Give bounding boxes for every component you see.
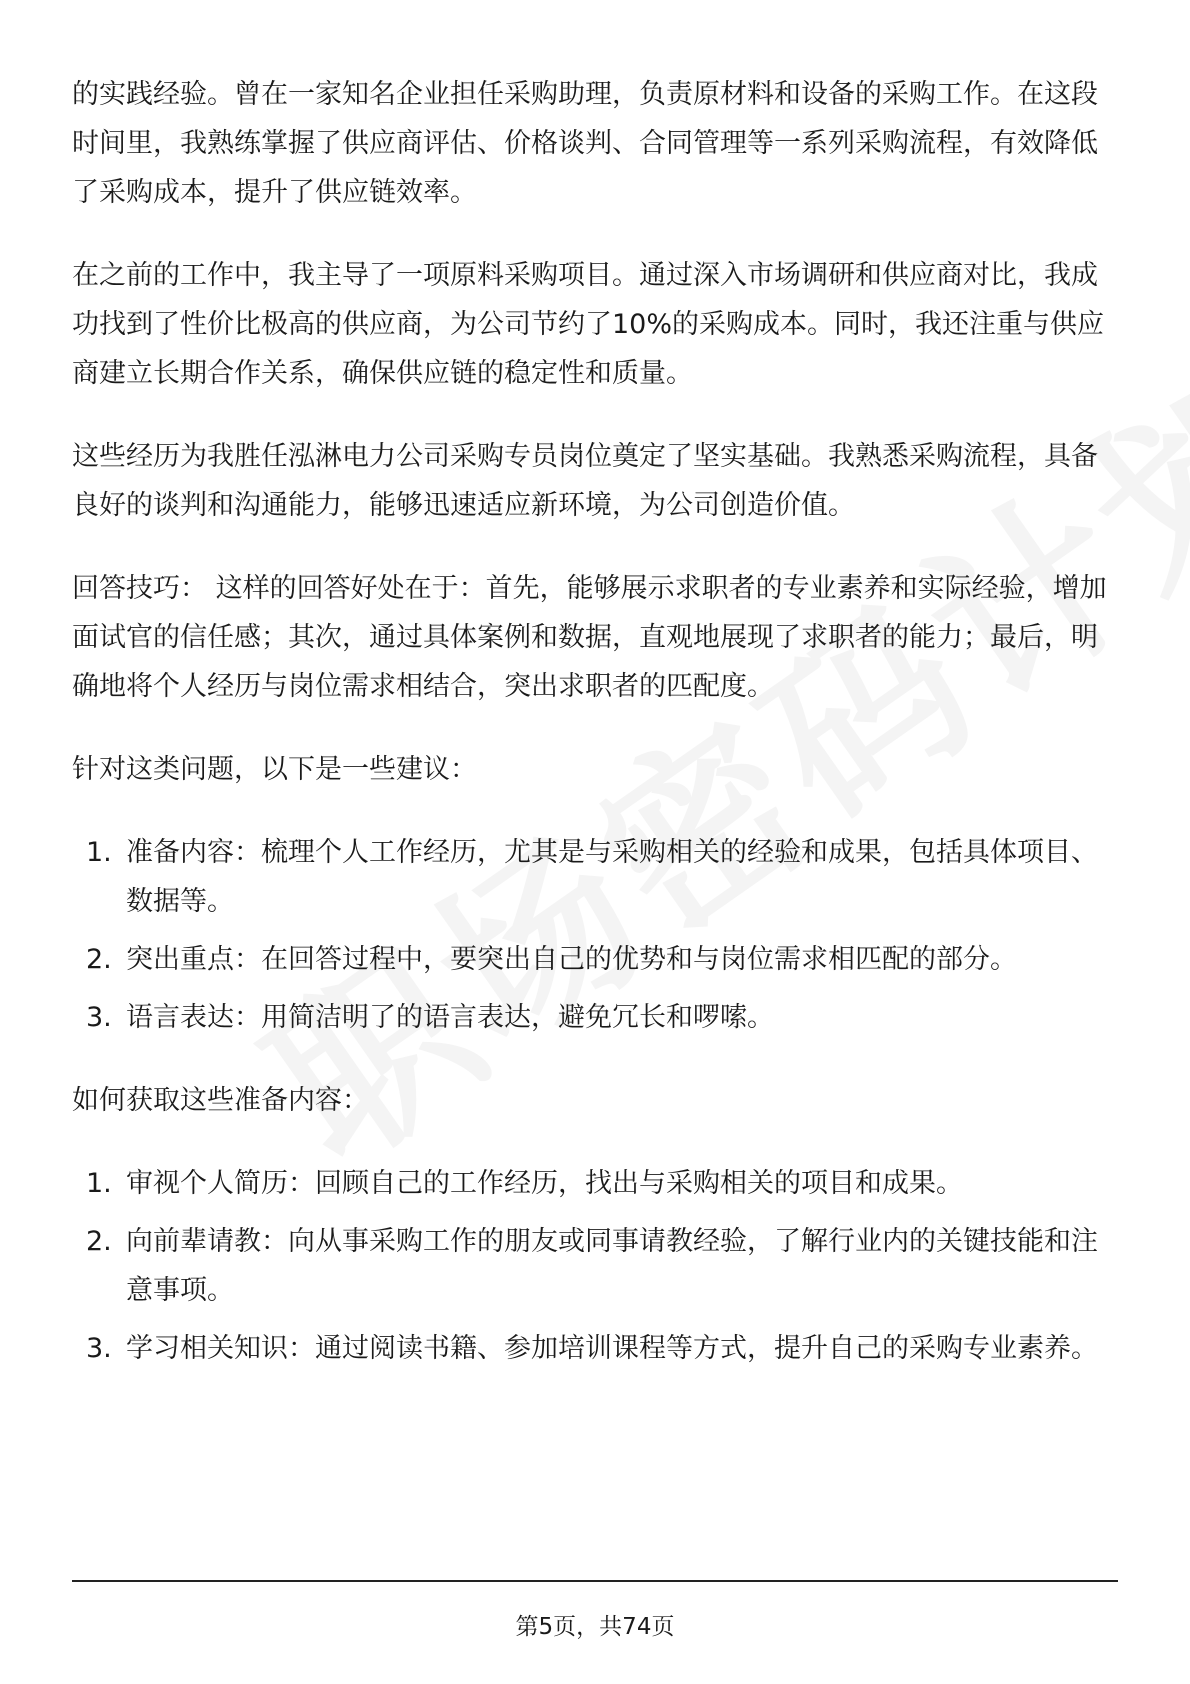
footer-divider (72, 1580, 1118, 1582)
page-content (72, 70, 1118, 1407)
list-item (72, 828, 1118, 926)
list-number: 2. (86, 1226, 112, 1257)
list-item (72, 935, 1118, 984)
list-item-text: 审视个人简历：回顾自己的工作经历，找出与采购相关的项目和成果。 (126, 1168, 963, 1199)
paragraph-suggestions-intro: 针对这类问题，以下是一些建议： (72, 754, 477, 785)
list-item-text: 学习相关知识：通过阅读书籍、参加培训课程等方式，提升自己的采购专业素养。 (126, 1333, 1098, 1364)
list-item-text: 语言表达：用简洁明了的语言表达，避免冗长和啰嗦。 (126, 1002, 774, 1033)
suggestions-list (72, 828, 1118, 1042)
list-item (72, 1159, 1118, 1208)
list-number: 3. (86, 1333, 112, 1364)
list-item (72, 1217, 1118, 1315)
page-number: 第5页，共74页 (515, 1614, 675, 1640)
list-number: 1. (86, 1168, 112, 1199)
paragraph-foundation: 这些经历为我胜任泓淋电力公司采购专员岗位奠定了坚实基础。我熟悉采购流程，具备良好的谈判和沟通能力，能够迅速适应新环境，为公司创造价值。 (72, 441, 1098, 521)
preparation-list (72, 1159, 1118, 1373)
list-item (72, 1324, 1118, 1373)
list-number: 3. (86, 1002, 112, 1033)
list-number: 1. (86, 837, 112, 868)
list-item (72, 993, 1118, 1042)
paragraph-experience: 的实践经验。曾在一家知名企业担任采购助理，负责原材料和设备的采购工作。在这段时间里，我熟练掌握了供应商评估、价格谈判、合同管理等一系列采购流程，有效降低了采购成本，提升了供应链效率。 (72, 79, 1098, 208)
list-number: 2. (86, 944, 112, 975)
list-item-text: 准备内容：梳理个人工作经历，尤其是与采购相关的经验和成果，包括具体项目、数据等。 (126, 837, 1098, 917)
section-heading-preparation: 如何获取这些准备内容： (72, 1085, 369, 1116)
list-item-text: 突出重点：在回答过程中，要突出自己的优势和与岗位需求相匹配的部分。 (126, 944, 1017, 975)
list-item-text: 向前辈请教：向从事采购工作的朋友或同事请教经验，了解行业内的关键技能和注意事项。 (126, 1226, 1098, 1306)
paragraph-project: 在之前的工作中，我主导了一项原料采购项目。通过深入市场调研和供应商对比，我成功找到了性价比极高的供应商，为公司节约了10%的采购成本。同时，我还注重与供应商建立长期合作关系，确保供应链的稳定性和质量。 (72, 260, 1105, 389)
paragraph-answer-tips: 回答技巧： 这样的回答好处在于：首先，能够展示求职者的专业素养和实际经验，增加面试官的信任感；其次，通过具体案例和数据，直观地展现了求职者的能力；最后，明确地将个人经历与岗位需求相结合，突出求职者的匹配度。 (72, 573, 1107, 702)
